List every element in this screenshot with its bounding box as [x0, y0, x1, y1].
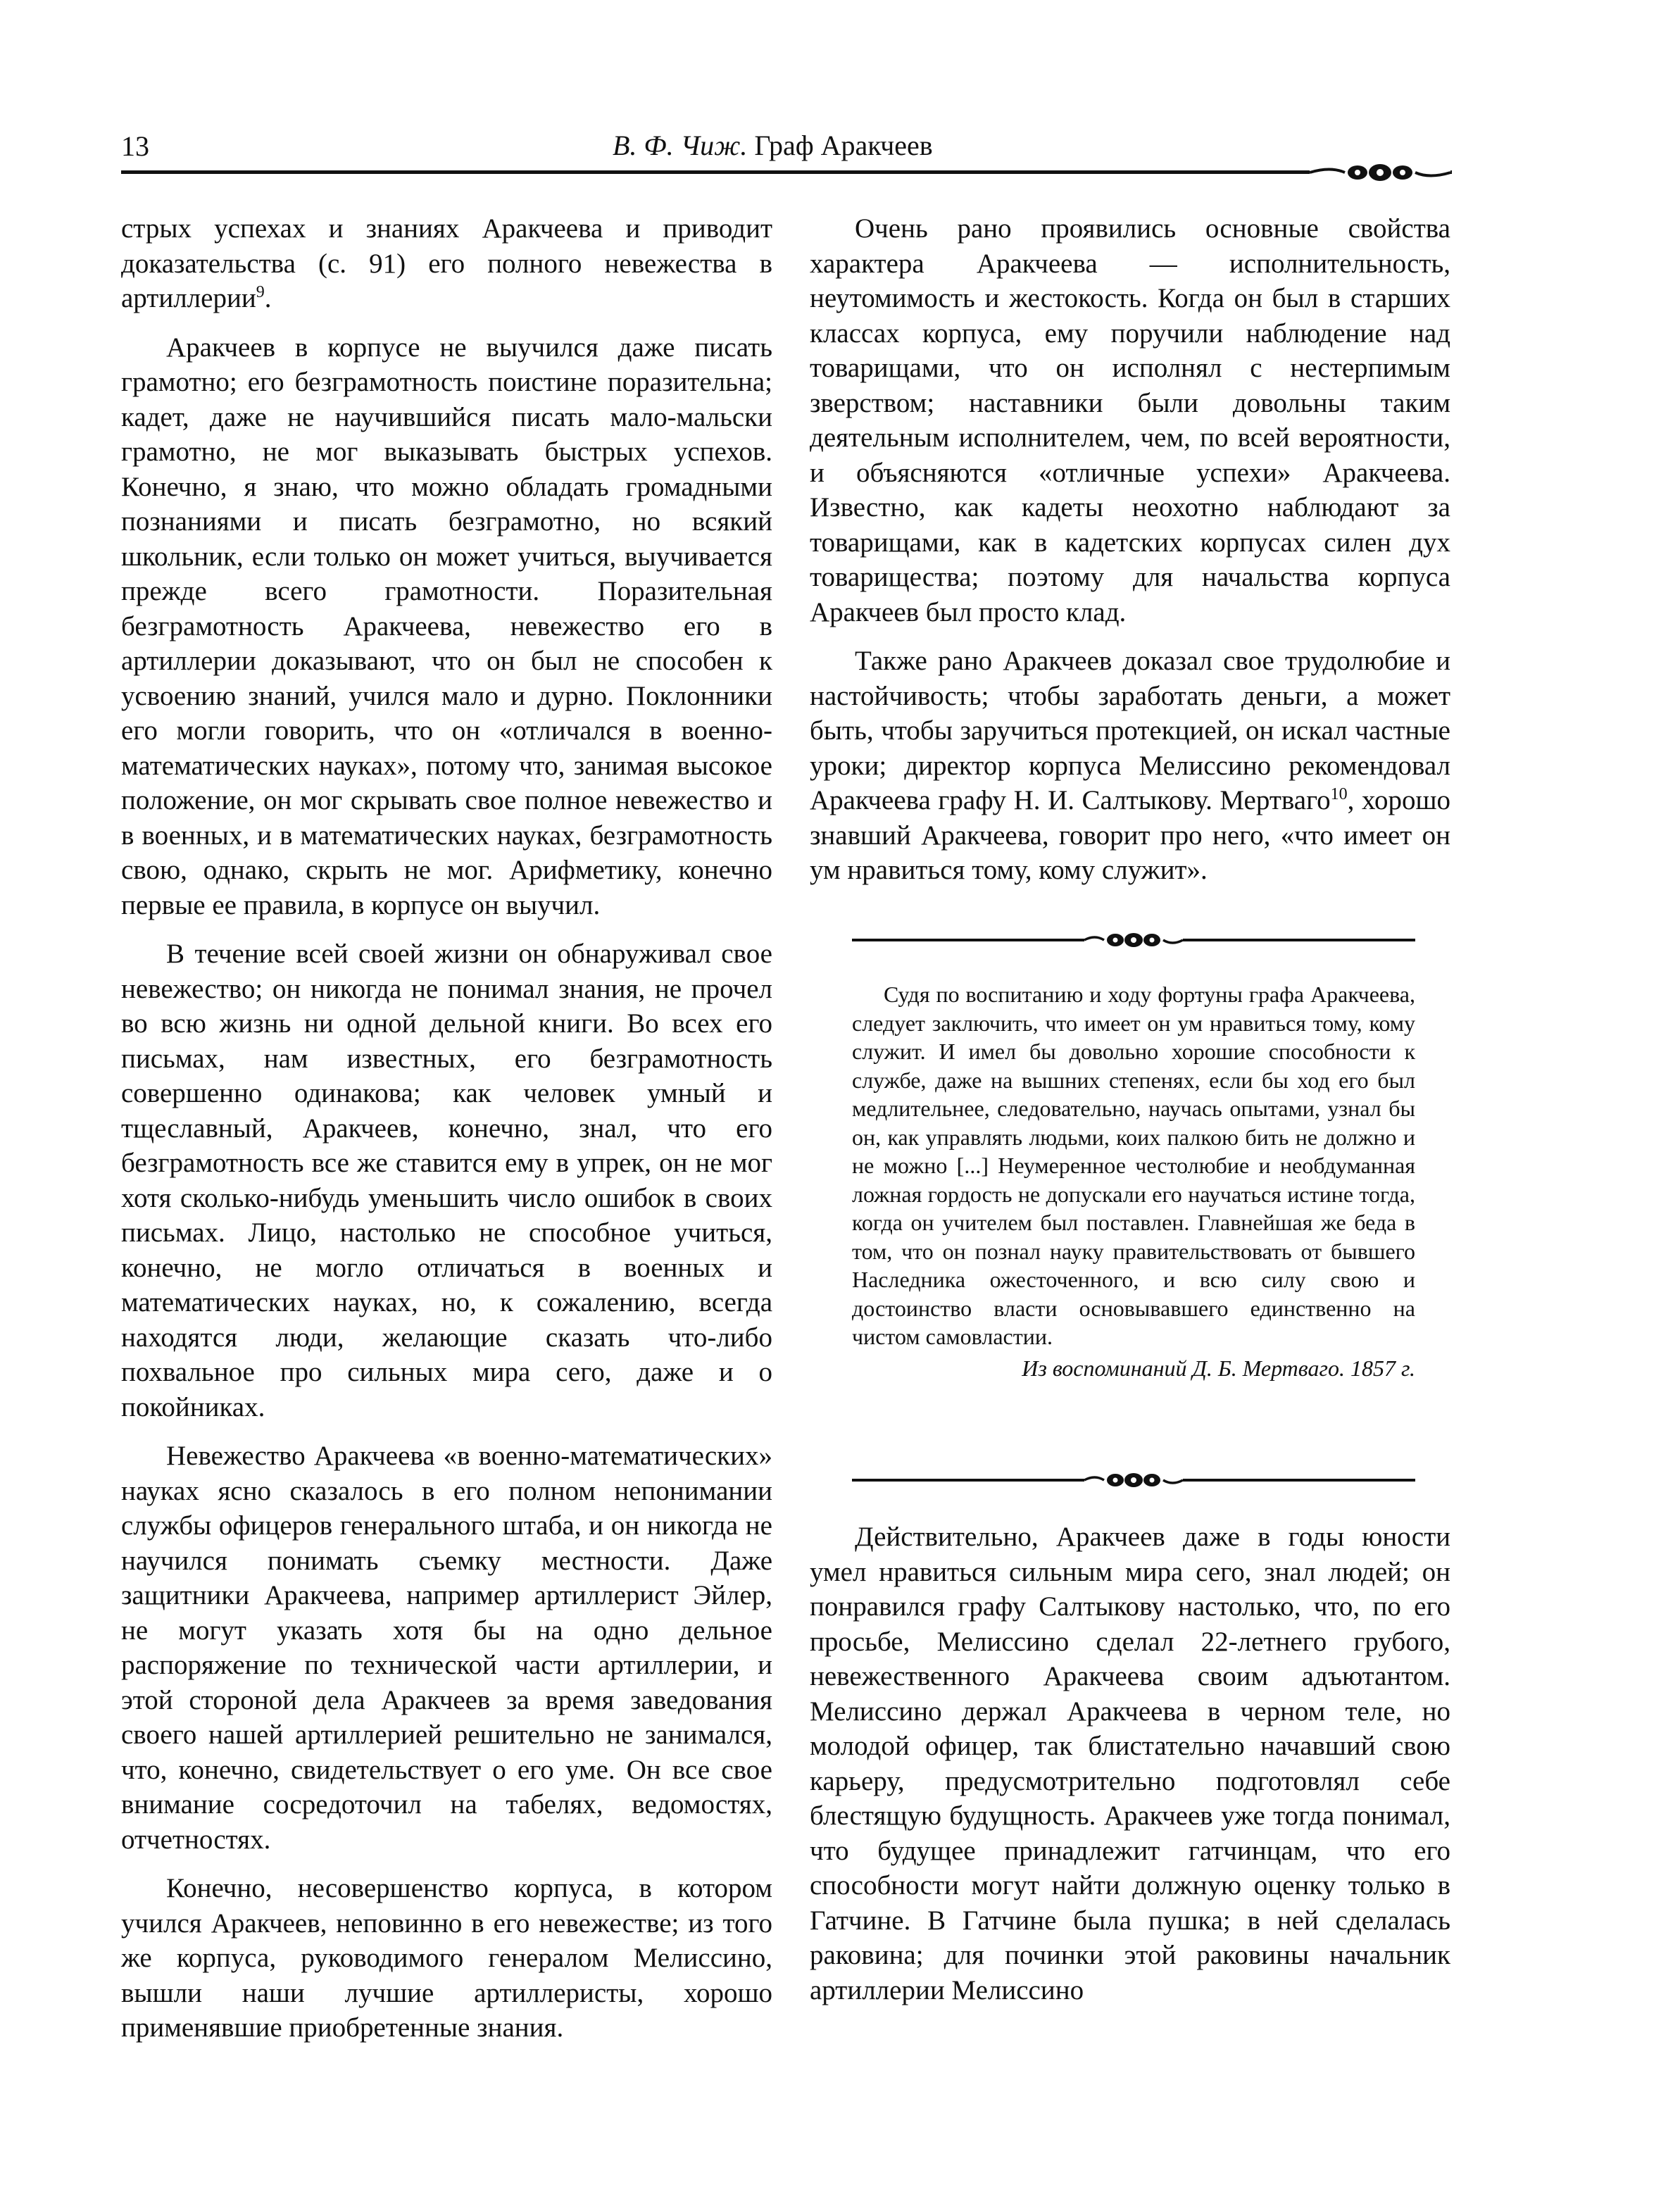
header-rule — [121, 170, 1452, 174]
left-column — [121, 211, 772, 2060]
page-number: 13 — [121, 130, 149, 162]
right-paragraph-2-text: Также рано Аракчеев доказал свое трудолюбие и настойчивость; чтобы заработать деньги, а может быть, чтобы заручиться протекцией, он искал частные уроки; директор корпуса Мелиссино рекомендовал Аракчеева графу Н. И. Салтыкову. Мертваго — [810, 646, 1450, 815]
quote-text: Судя по воспитанию и ходу фортуны графа Аракчеева, следует заключить, что имеет он ум нравиться тому, кому служит. И имел бы довольно хорошие способности к службе, даже на вышних степенях, если бы ход его был медлительнее, следовательно, научась опытами, узнал бы он, как управлять людьми, коих палкою бить не должно и не можно [...] Неумеренное честолюбие и необдуманная ложная гордость не допускали его научаться истине тогда, когда он учителем был поставлен. Главнейшая же беда в том, что он познал науку правительствовать от бывшего Наследника ожесточенного, и всю силу свою и достоинство власти основывавшего единственно на чистом самовластии. — [852, 982, 1415, 1349]
right-paragraph-1: Очень рано проявились основные свойства характера Аракчеева — исполнительность, неутомимость и жестокость. Когда он был в старших классах корпуса, ему поручили наблюдение над товарищами, что он исполнял с нестерпимым зверством; наставники были довольны таким деятельным исполнителем, чем, по всей вероятности, и объясняются «отличные успехи» Аракчеева. Известно, как кадеты неохотно наблюдают за товарищами, как в кадетских корпусах силен дух товарищества; поэтому для начальства корпуса Аракчеев был просто клад. — [810, 213, 1450, 627]
quote-source: Из воспоминаний Д. Б. Мертваго. 1857 г. — [1022, 1355, 1415, 1381]
running-title-text: Граф Аракчеев — [754, 130, 933, 161]
left-paragraph-1-text: стрых успехах и знаниях Аракчеева и приводит доказательства (с. 91) его полного невежества в артиллерии — [121, 213, 772, 313]
right-column-lower — [810, 1520, 1450, 2008]
right-paragraph-lower: Действительно, Аракчеев даже в годы юности умел нравиться сильным мира сего, знал людей; он понравился графу Салтыкову настолько, что, по его просьбе, Мелиссино сделал 22-летнего грубого, невежественного Аракчеева своим адъютантом. Мелиссино держал Аракчеева в черном теле, но молодой офицер, так блистательно начавший свою карьеру, предусмотрительно подготовлял себе блестящую будущность. Аракчеев уже тогда понимал, что будущее принадлежит гатчинцам, что его способности могут найти должную оценку только в Гатчине. В Гатчине была пушка; в ней сделалась раковина; для починки этой раковины начальник артиллерии Мелиссино — [810, 1522, 1450, 2005]
running-title — [613, 131, 933, 161]
running-title-author: В. Ф. Чиж. — [613, 130, 748, 161]
quote-box — [852, 980, 1415, 1382]
right-paragraph-2-tail: , хорошо знавший Аракчеева, говорит про него, «что имеет он ум нравиться тому, кому служит». — [810, 785, 1450, 885]
left-paragraph-1: стрых успехах и знаниях Аракчеева и приводит доказательства (с. 91) его полного невежества в артиллерии$^9$. — [121, 213, 772, 313]
left-paragraph-2: Аракчеев в корпусе не выучился даже писать грамотно; его безграмотность поистине поразительна; кадет, даже не научившийся писать мало-мальски грамотно, не мог выказывать быстрых успехов. Конечно, я знаю, что можно обладать громадными познаниями и писать безграмотно, но всякий школьник, если только он может учиться, выучивается прежде всего грамотности. Поразительная безграмотность Аракчеева, невежество его в артиллерии доказывают, что он был не способен к усвоению знаний, учился мало и дурно. Поклонники его могли говорить, что он «отличался в военно-математических науках», потому что, занимая высокое положение, он мог скрывать свое полное невежество и в военных, и в математических науках, безграмотность свою, однако, скрыть не мог. Арифметику, конечно первые ее правила, в корпусе он выучил. — [121, 332, 772, 920]
footnote-marker-10: 10 — [1330, 785, 1348, 803]
left-paragraph-5: Конечно, несовершенство корпуса, в котором учился Аракчеев, неповинно в его невежестве; из того же корпуса, руководимого генералом Мелиссино, вышли наши лучшие артиллеристы, хорошо применявшие приобретенные знания. — [121, 1873, 772, 2043]
right-paragraph-2 — [810, 644, 1450, 888]
quote-bottom-vine-ornament-icon — [1084, 1466, 1183, 1494]
header-vine-ornament-icon — [1310, 156, 1450, 189]
left-paragraph-3: В течение всей своей жизни он обнаруживал свое невежество; он никогда не понимал знания, не прочел во всю жизнь ни одной дельной книги. Во всех его письмах, нам известных, его безграмотность совершенно одинакова; как человек умный и тщеславный, Аракчеев, конечно, знал, что его безграмотность все же ставится ему в упрек, он не мог хотя сколько-нибудь уменьшить число ошибок в своих письмах. Лицо, настолько не способное учиться, конечно, не могло отличаться в военных и математических науках, но, к сожалению, всегда находятся люди, желающие сказать что-либо похвальное про сильных мира сего, даже и о покойниках. — [121, 939, 772, 1422]
footnote-marker-9: 9 — [256, 283, 265, 301]
right-column — [810, 211, 1450, 902]
left-paragraph-4: Невежество Аракчеева «в военно-математических» науках ясно сказалось в его полном непонимании службы офицеров генерального штаба, и он никогда не научился понимать съемку местности. Даже защитники Аракчеева, например артиллерист Эйлер, не могут указать хотя бы на одно дельное распоряжение по технической части артиллерии, и этой стороной дела Аракчеев за время заведования своего нашей артиллерией решительно не занимался, что, конечно, свидетельствует о его уме. Он все свое внимание сосредоточил на табелях, ведомостях, отчетностях. — [121, 1441, 772, 1855]
quote-top-vine-ornament-icon — [1084, 926, 1183, 954]
